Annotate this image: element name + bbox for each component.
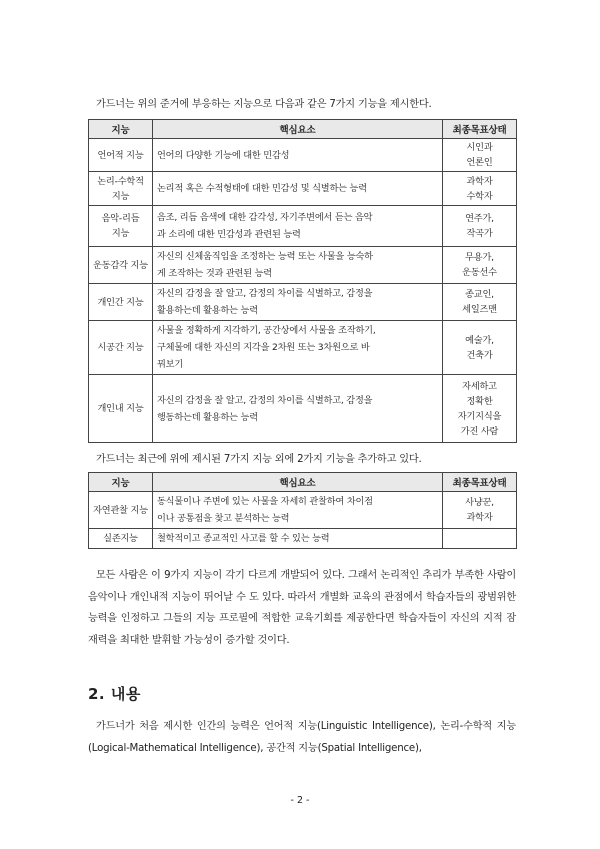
intelligence-name: 음악-리듬 지능	[89, 206, 153, 247]
header-core-elements: 핵심요소	[153, 473, 443, 492]
table-row	[89, 321, 517, 375]
core-element: 음조, 리듬 음색에 대한 감각성, 자기주변에서 듣는 음악 과 소리에 대한 민감성과 관련된 능력	[153, 206, 443, 247]
header-end-state: 최종목표상태	[443, 473, 517, 492]
table-row	[89, 172, 517, 206]
end-state: 시인과 언론인	[443, 139, 517, 172]
intelligence-name: 개인간 지능	[89, 284, 153, 321]
end-state: 무용가, 운동선수	[443, 247, 517, 284]
intelligence-name: 운동감각 지능	[89, 247, 153, 284]
table-row	[89, 375, 517, 443]
table-row	[89, 284, 517, 321]
core-element: 자신의 신체움직임을 조정하는 능력 또는 사물을 능숙하 게 조작하는 것과 관련된 능력	[153, 247, 443, 284]
intelligence-table	[88, 119, 517, 443]
additional-intelligence-table	[88, 472, 517, 549]
core-element: 사물을 정확하게 지각하기, 공간상에서 사물을 조작하기, 구체물에 대한 자신의 지각을 2차원 또는 3차원으로 바 꿔보기	[153, 321, 443, 375]
table-row	[89, 247, 517, 284]
section-heading: 2. 내용	[88, 685, 141, 703]
end-state: 종교인, 세일즈맨	[443, 284, 517, 321]
end-state: 예술가, 건축가	[443, 321, 517, 375]
table-row	[89, 206, 517, 247]
table-header-row	[89, 120, 517, 139]
intro-paragraph-2: 가드너는 최근에 위에 제시된 7가지 지능 외에 2가지 기능을 추가하고 있다.	[96, 454, 422, 465]
intelligence-name: 개인내 지능	[89, 375, 153, 443]
intelligence-name: 자연관찰 지능	[89, 492, 153, 529]
end-state: 과학자 수학자	[443, 172, 517, 206]
end-state: 연주가, 작곡가	[443, 206, 517, 247]
intelligence-name: 논리-수학적 지능	[89, 172, 153, 206]
intelligence-name: 실존지능	[89, 529, 153, 549]
table-row	[89, 529, 517, 549]
header-end-state: 최종목표상태	[443, 120, 517, 139]
end-state: 자세하고 정확한 자기지식을 가진 사람	[443, 375, 517, 443]
intelligence-name: 시공간 지능	[89, 321, 153, 375]
header-intelligence: 지능	[89, 120, 153, 139]
end-state	[443, 529, 517, 549]
end-state: 사냥꾼, 과학자	[443, 492, 517, 529]
body-paragraph: 모든 사람은 이 9가지 지능이 각기 다르게 개발되어 있다. 그래서 논리적인 추리가 부족한 사람이 음악이나 개인내적 지능이 뛰어날 수 도 있다. 따라서 개별화 교육의 관점에서 학습자들의 광범위한 능력을 인정하고 그들의 지능 프로필에 적합한 교육기회를 제공한다면 학습자들이 자신의 지적 잠재력을 최대한 발휘할 가능성이 증가할 것이다.	[88, 570, 516, 646]
core-element: 철학적이고 종교적인 사고를 할 수 있는 능력	[153, 529, 443, 549]
table-header-row	[89, 473, 517, 492]
core-element: 자신의 감정을 잘 알고, 감정의 차이를 식별하고, 감정을 행동하는데 활용하는 능력	[153, 375, 443, 443]
body-paragraph-content: 가드너가 처음 제시한 인간의 능력은 언어적 지능(Linguistic Intelligence), 논리-수학적 지능(Logical-Mathematical Intelligence), 공간적 지능(Spatial Intelligence),	[88, 721, 516, 754]
page-number: - 2 -	[290, 795, 310, 806]
header-intelligence: 지능	[89, 473, 153, 492]
table-row	[89, 139, 517, 172]
table-row	[89, 492, 517, 529]
core-element: 언어의 다양한 기능에 대한 민감성	[153, 139, 443, 172]
intelligence-name: 언어적 지능	[89, 139, 153, 172]
header-core-elements: 핵심요소	[153, 120, 443, 139]
core-element: 자신의 감정을 잘 알고, 감정의 차이를 식별하고, 감정을 활용하는데 활용하는 능력	[153, 284, 443, 321]
core-element: 논리적 혹은 수적형태에 대한 민감성 및 식별하는 능력	[153, 172, 443, 206]
core-element: 동식물이나 주변에 있는 사물을 자세히 관찰하여 차이점 이나 공통점을 찾고 분석하는 능력	[153, 492, 443, 529]
intro-paragraph-1: 가드너는 위의 준거에 부응하는 지능으로 다음과 같은 7가지 기능을 제시한다.	[96, 99, 432, 110]
